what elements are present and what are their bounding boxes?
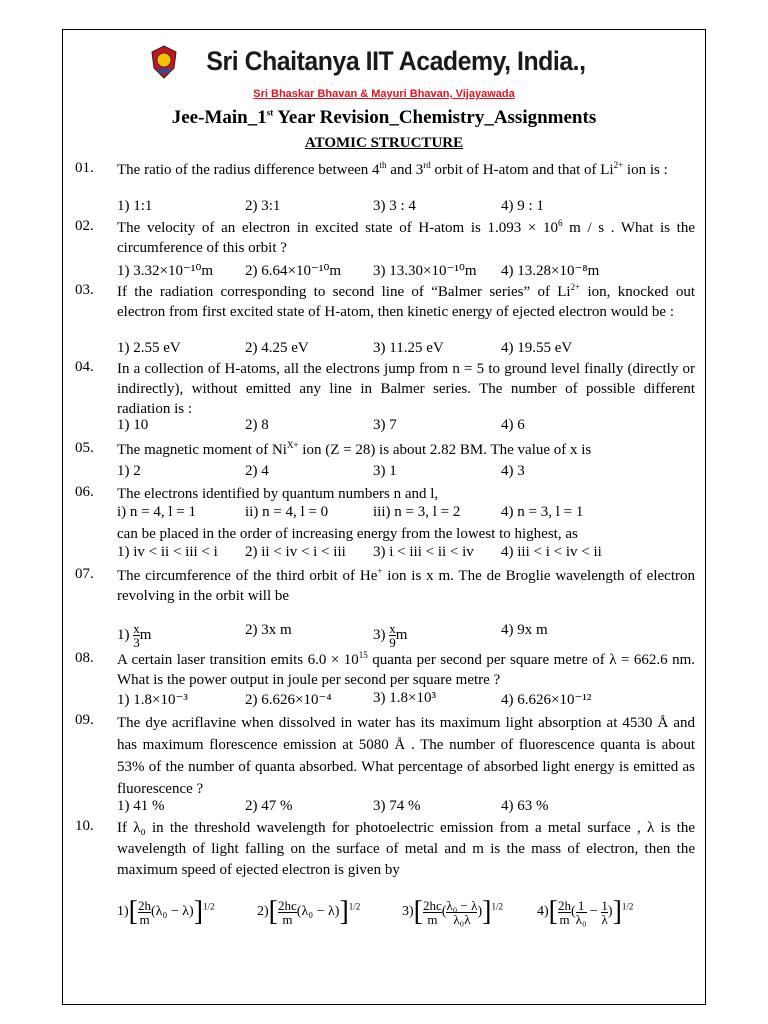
question-text: The circumference of the third orbit of He+ ion is x m. The de Broglie wavelength of electron revolving in the orbit will be xyxy=(117,566,695,604)
option: 4) iii < i < iv < ii xyxy=(501,544,602,560)
question-text: The electrons identified by quantum numbers n and l, xyxy=(117,486,439,502)
options xyxy=(117,690,695,710)
question-text: The ratio of the radius difference between 4th and 3rd orbit of H-atom and that of $Li^{2+}$ ion is : xyxy=(117,160,668,178)
question-number: 07. xyxy=(75,566,94,582)
option: 1) $\frac{x}{3}$ m xyxy=(117,621,152,650)
option: 4) 63 % xyxy=(501,798,549,814)
question-number: 09. xyxy=(75,712,94,728)
option: 4) 9 : 1 xyxy=(501,198,544,214)
set: 4) n = 3, l = 1 xyxy=(501,504,584,520)
question-text: The dye acriflavine when dissolved in water has its maximum light absorption at 4530 Å and has maximum florescence emission at 5080 Å . The number of fluorescence quanta is about 53% of the number of quanta absorbed. What percentage of absorbed light energy is emitted as fluorescence ? xyxy=(117,715,695,797)
question-number: 05. xyxy=(75,440,94,456)
option: 3) 3 : 4 xyxy=(373,198,416,214)
option: 3)[ $\frac{2hc}{m}$ ( $\frac{\text{λ₀ − λ}}{\text{λ₀λ}}$ )]$^{1/2}$ xyxy=(402,896,503,927)
options xyxy=(117,798,695,818)
question-text: The velocity of an electron in excited state of H-atom is $1.093 \times 10^6$ m / s . What is the circumference of this orbit ? xyxy=(117,218,695,256)
option: 2) 6.626×10⁻⁴ xyxy=(245,692,332,708)
question-number: 01. xyxy=(75,160,94,176)
option: 4) 6.626×10⁻¹² xyxy=(501,692,592,708)
option: 2) 4 xyxy=(245,463,269,479)
option: 1) 1:1 xyxy=(117,198,153,214)
options xyxy=(117,463,695,483)
option: 4) 3 xyxy=(501,463,525,479)
option: 3) i < iii < ii < iv xyxy=(373,544,474,560)
option: 2) 6.64×10⁻¹⁰m xyxy=(245,263,342,279)
option: 3) 74 % xyxy=(373,798,421,814)
option: 4) 9x m xyxy=(501,622,548,638)
option: 2) 47 % xyxy=(245,798,293,814)
option: 4) 13.28×10⁻⁸m xyxy=(501,263,600,279)
option: 2) 8 xyxy=(245,417,269,433)
option: 2) 3x m xyxy=(245,622,292,638)
question-text: The magnetic moment of $Ni^{X+}$ ion (Z = 28) is about 2.82 BM. The value of x is xyxy=(117,440,592,458)
question-text: If the radiation corresponding to second line of “Balmer series” of $Li^{2+}$ ion, knocked out electron from first excited state of H-atom, then kinetic energy of ejected electron would be : xyxy=(117,282,695,320)
options xyxy=(117,417,695,437)
option: 1) iv < ii < iii < i xyxy=(117,544,218,560)
institute-name: Sri Chaitanya IIT Academy, India., xyxy=(206,46,586,76)
option: 1)[ $\frac{2h}{m}$ (λ₀ − λ)]$^{1/2}$ xyxy=(117,896,215,927)
option: 2)[ $\frac{2hc}{m}$ (λ₀ − λ)]$^{1/2}$ xyxy=(257,896,361,927)
question-number: 10. xyxy=(75,818,94,834)
option: 1) 3.32×10⁻¹⁰m xyxy=(117,263,214,279)
question-text-cont: can be placed in the order of increasing energy from the lowest to highest, as xyxy=(117,526,578,542)
assignment-title: Jee-Main_1st Year Revision_Chemistry_Assignments xyxy=(171,107,597,128)
options xyxy=(117,886,695,946)
option: 3) 7 xyxy=(373,417,397,433)
option: 1) 2 xyxy=(117,463,141,479)
option: 3) 1 xyxy=(373,463,397,479)
option: 3) 1.8×10³ xyxy=(373,690,436,706)
question-text: If λ₀ in the threshold wavelength for photoelectric emission from a metal surface , λ is the wavelength of light falling on the surface of metal and m is the mass of electron, then the maximum speed of ejected electron is given by xyxy=(117,820,695,878)
option: 4) 6 xyxy=(501,417,525,433)
option: 4) 19.55 eV xyxy=(501,340,573,356)
question-number: 06. xyxy=(75,484,94,500)
option: 3) $\frac{x}{9}$ m xyxy=(373,621,408,650)
option: 3) 13.30×10⁻¹⁰m xyxy=(373,263,477,279)
option: 1) 10 xyxy=(117,417,149,433)
question-number: 04. xyxy=(75,359,94,375)
set: iii) n = 3, l = 2 xyxy=(373,504,461,520)
question-number: 08. xyxy=(75,650,94,666)
options xyxy=(117,544,695,564)
option: 3) 11.25 eV xyxy=(373,340,444,356)
question-text: In a collection of H-atoms, all the electrons jump from n = 5 to ground level finally (directly or indirectly), without emitted any line in Balmer series. The number of possible different radiation is : xyxy=(117,361,695,417)
set: i) n = 4, l = 1 xyxy=(117,504,196,520)
topic-heading: ATOMIC STRUCTURE xyxy=(304,135,464,151)
quantum-number-sets xyxy=(117,504,695,524)
option: 2) 4.25 eV xyxy=(245,340,309,356)
set: ii) n = 4, l = 0 xyxy=(245,504,329,520)
options xyxy=(117,261,695,281)
option: 1) 2.55 eV xyxy=(117,340,181,356)
question-text: A certain laser transition emits $6.0 \times 10^{15}$ quanta per second per square metre of λ = 662.6 nm. What is the power output in joule per second per square metre ? xyxy=(117,650,695,688)
option: 2) ii < iv < i < iii xyxy=(245,544,346,560)
question-number: 02. xyxy=(75,218,94,234)
option: 1) 41 % xyxy=(117,798,165,814)
institute-address: Sri Bhaskar Bhavan & Mayuri Bhavan, Vijayawada xyxy=(253,88,515,100)
option: 4)[ $\frac{2h}{m}$ ( $\frac{1}{\text{λ₀}}$ − $\frac{1}{\lambda}$ )]$^{1/2}$ xyxy=(537,896,634,927)
options xyxy=(117,198,695,218)
options xyxy=(117,340,695,360)
options xyxy=(117,614,695,650)
question-number: 03. xyxy=(75,282,94,298)
option: 2) 3:1 xyxy=(245,198,281,214)
option: 1) 1.8×10⁻³ xyxy=(117,692,188,708)
